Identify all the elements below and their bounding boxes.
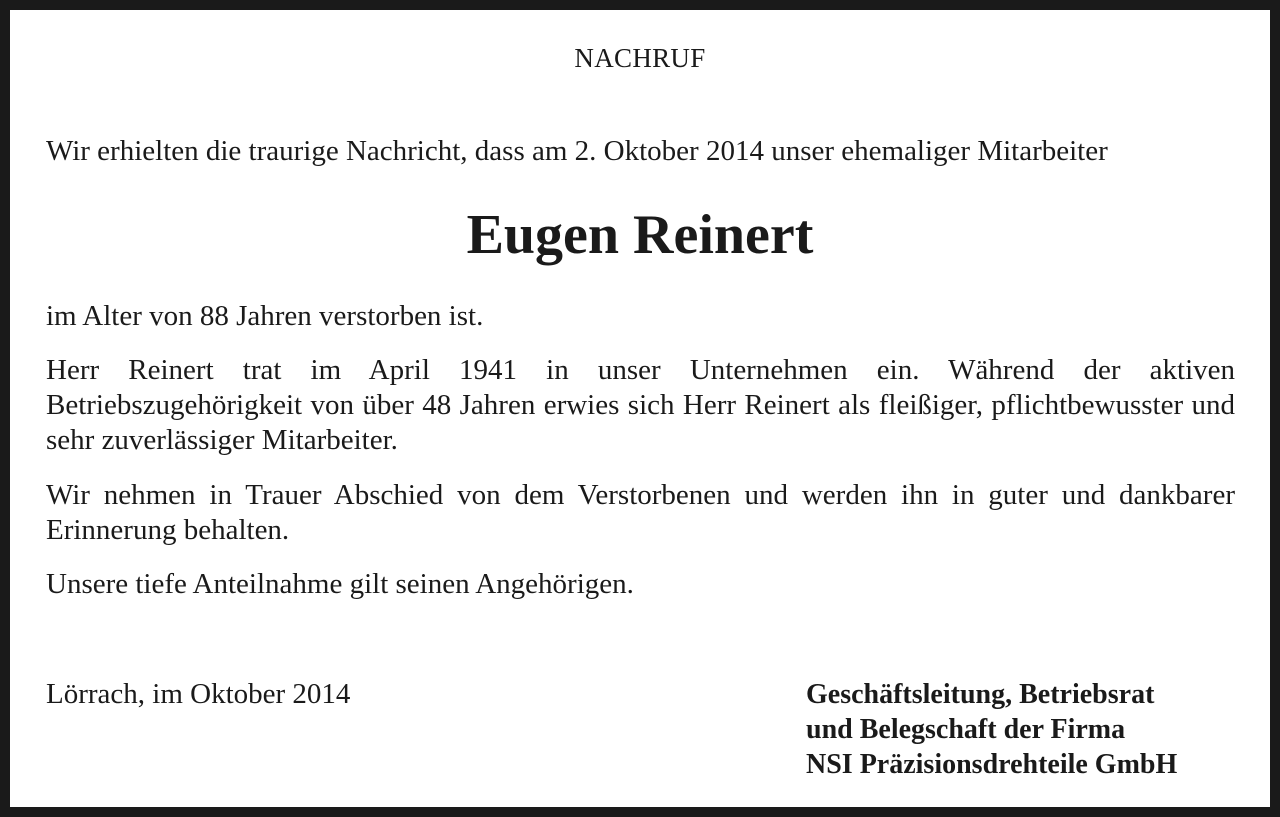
- signer-line: NSI Präzisionsdrehteile GmbH: [806, 749, 1178, 780]
- notice-heading: NACHRUF: [574, 43, 706, 73]
- career-paragraph: Herr Reinert trat im April 1941 in unser Unternehmen ein. Während der aktiven Betriebszugehörigkeit von über 48 Jahren erwies sich Herr Reinert als fleißiger, pflichtbewusster und sehr zuverlässiger Mitarbeiter.: [46, 354, 1235, 456]
- age-paragraph: im Alter von 88 Jahren verstorben ist.: [46, 300, 484, 332]
- place-date: Lörrach, im Oktober 2014: [46, 678, 351, 710]
- signers-block: [806, 677, 1177, 782]
- deceased-name: Eugen Reinert: [466, 204, 814, 266]
- signer-line: und Belegschaft der Firma: [806, 714, 1126, 745]
- signer-line: Geschäftsleitung, Betriebsrat: [806, 679, 1155, 710]
- intro-sentence: Wir erhielten die traurige Nachricht, dass am 2. Oktober 2014 unser ehemaliger Mitarbeiter: [46, 135, 1108, 167]
- condolence-paragraph: Unsere tiefe Anteilnahme gilt seinen Angehörigen.: [46, 568, 634, 600]
- farewell-paragraph: Wir nehmen in Trauer Abschied von dem Verstorbenen und werden ihn in guter und dankbarer Erinnerung behalten.: [46, 479, 1235, 546]
